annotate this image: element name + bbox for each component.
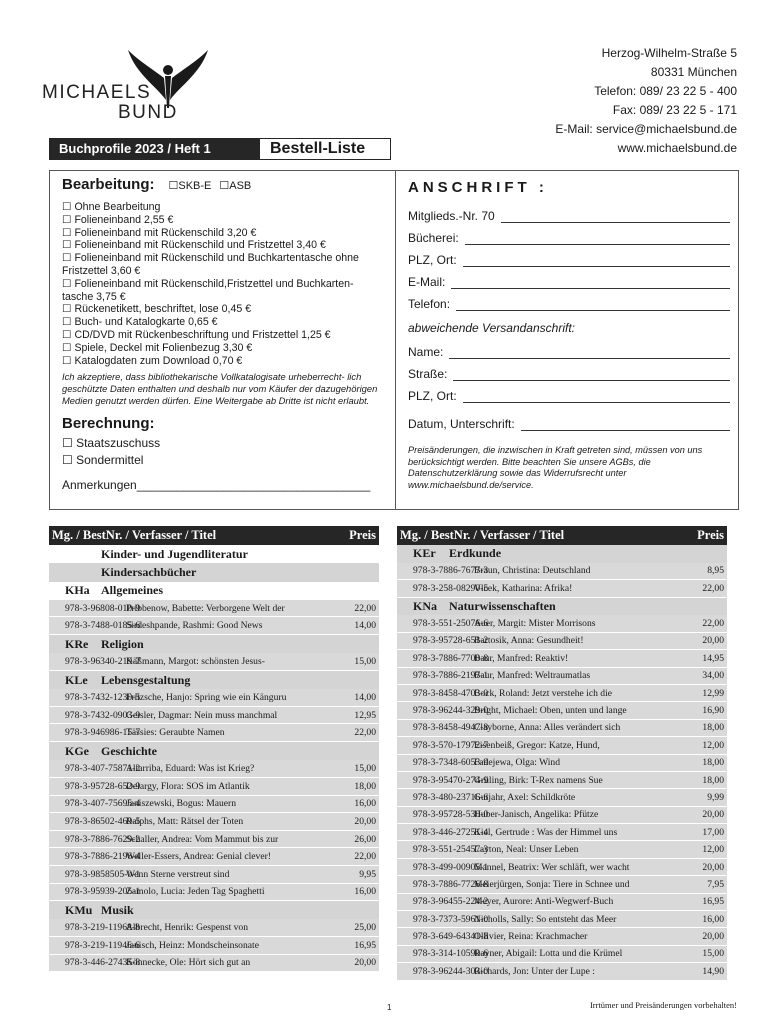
author-title: Braun, Christina: Deutschland [474,565,591,577]
price: 16,00 [354,886,376,898]
section-heading [49,563,379,581]
section-heading [397,545,727,563]
section-name: Geschichte [101,743,157,758]
table-row[interactable] [49,884,379,902]
author-title: Albrecht, Henrik: Gespenst von [126,922,249,934]
table-row[interactable] [49,937,379,955]
section-name: Erdkunde [449,546,502,561]
document-title-bar [49,138,391,160]
order-number: 978-3-7432-0903-9 [65,709,141,721]
order-number: 978-3-219-11968-8 [65,922,140,934]
price: 16,00 [702,913,724,925]
author-title: Käßmann, Margot: schönsten Jesus- [126,656,265,668]
order-number: 978-3-95470-274-9 [413,774,489,786]
price: 14,00 [354,692,376,704]
processing-option[interactable]: ☐ Folieneinband 2,55 € [62,213,174,226]
price: 26,00 [354,833,376,845]
price: 20,00 [702,635,724,647]
author-title: Meierjürgen, Sonja: Tiere in Schnee und [474,878,630,890]
price: 22,00 [354,851,376,863]
author-title: Huber-Janisch, Angelika: Pfütze [474,809,599,821]
address-city: 80331 München [650,65,737,79]
michaelsbund-logo [40,44,210,124]
author-title: Gutjahr, Axel: Schildkröte [474,791,576,803]
order-number: 978-3-7886-7629-2 [65,833,141,845]
alt-address-heading: abweichende Versandanschrift: [408,321,575,335]
price: 16,95 [354,939,376,951]
price: 20,00 [702,861,724,873]
section-heading [397,598,727,616]
address-street: Herzog-Wilhelm-Straße 5 [601,46,737,60]
table-row[interactable] [397,841,727,858]
order-list-left [49,526,379,972]
order-number: 978-3-95728-652-9 [65,780,141,792]
checkbox-asb[interactable]: ☐ASB [219,180,252,192]
author-title: Zamolo, Lucia: Jeden Tag Spaghetti [126,886,265,898]
table-row[interactable] [397,668,727,685]
price: 12,95 [354,709,376,721]
section-heading [49,742,379,760]
table-row[interactable] [397,563,727,580]
form-divider [395,171,396,509]
price: 12,00 [702,844,724,856]
table-row[interactable] [49,919,379,937]
table-row[interactable] [397,633,727,650]
alt-street-field[interactable]: Straße: [408,359,730,381]
table-row[interactable] [397,963,727,980]
processing-option[interactable]: ☐ Buch- und Katalogkarte 0,65 € [62,316,218,329]
cataloguing-notice: Ich akzeptiere, dass bibliothekarische Vollkatalogisate urheberrecht- lich geschützte Daten enthalten und deshalb nur vom Käufer der dazugehörigen Medien genutzt werden dürfen. Eine Weitergabe ab Dritte ist nicht erlaubt. [62,371,378,406]
author-title: Fadejewa, Olga: Wind [474,757,561,769]
table-row[interactable] [49,707,379,725]
table-row[interactable] [397,859,727,876]
table-row[interactable] [49,866,379,884]
section-name: Allgemeines [101,583,163,598]
address-fax: Fax: 089/ 23 22 5 - 171 [612,103,737,117]
order-number: 978-3-96455-224-2 [413,896,489,908]
order-list-title: Bestell-Liste [259,138,391,160]
order-number: 978-3-86502-469-5 [65,815,141,827]
order-number: 978-3-96340-219-7 [65,656,141,668]
table-row[interactable] [397,702,727,719]
table-row[interactable] [49,617,379,635]
alt-name-field[interactable]: Name: [408,337,730,359]
order-number: 978-3-649-64341-8 [413,931,489,943]
billing-option-state-subsidy[interactable]: ☐ Staatszuschuss [62,435,161,450]
price: 14,95 [702,652,724,664]
price: 22,00 [354,602,376,614]
section-code: KEr [413,546,436,561]
billing-option-special-funds[interactable]: ☐ Sondermittel [62,452,144,467]
table-row[interactable] [49,848,379,866]
processing-option[interactable]: ☐ CD/DVD mit Rückenbeschriftung und Fristzettel 1,25 € [62,328,331,341]
author-title: Rayner, Abigail: Lotta und die Krümel [474,948,623,960]
table-row[interactable] [49,689,379,707]
author-title: Baur, Manfred: Reaktiv! [474,652,569,664]
author-title: Bartosik, Anna: Gesundheit! [474,635,584,647]
table-row[interactable] [49,600,379,618]
price: 22,00 [702,618,724,630]
author-title: Ralphs, Matt: Rätsel der Toten [126,815,244,827]
table-row[interactable] [397,876,727,893]
author-title: Janisch, Heinz: Mondscheinsonate [126,939,259,951]
order-number: 978-3-570-17972-7 [413,739,489,751]
table-row[interactable] [397,755,727,772]
order-number: 978-3-7886-2196-4 [65,851,141,863]
logo-text-michaels: MICHAELS [42,82,152,103]
table-row[interactable] [397,946,727,963]
address-phone: Telefon: 089/ 23 22 5 - 400 [594,84,737,98]
table-row[interactable] [397,928,727,945]
order-number: 978-3-7488-0185-6 [65,620,141,632]
order-number: 978-3-7432-1230-5 [65,692,141,704]
price: 18,00 [354,780,376,792]
author-title: Sirdeshpande, Rashmi: Good News [126,620,263,632]
footer-note: Irrtümer und Preisänderungen vorbehalten! [589,1000,737,1010]
section-code: KLe [65,672,88,687]
order-number: 978-3-219-11946-6 [65,939,140,951]
order-form [49,170,739,510]
table-row[interactable] [49,760,379,778]
author-title: Mannel, Beatrix: Wer schläft, wer wacht [474,861,630,873]
price: 17,00 [702,826,724,838]
price: 16,00 [354,798,376,810]
author-title: Clayborne, Anna: Alles verändert sich [474,722,621,734]
section-code: KRe [65,636,89,651]
price: 14,00 [354,620,376,632]
list-header: Mg. / BestNr. / Verfasser / Titel Preis [49,526,379,545]
author-title: Geisler, Dagmar: Nein muss manchmal [126,709,278,721]
member-number-field[interactable]: Mitglieds.-Nr. 70 [408,201,730,223]
table-row[interactable] [397,911,727,928]
section-name: Lebensgestaltung [101,672,191,687]
processing-option[interactable]: ☐ Folieneinband mit Rückenschild und Fristzettel 3,40 € [62,239,326,252]
section-heading [49,901,379,919]
price: 7,95 [707,878,724,890]
price: 9,95 [359,868,376,880]
address-heading: ANSCHRIFT : [408,179,548,196]
price: 14,90 [702,965,724,977]
order-number: 978-3-95939-205-1 [65,886,141,898]
author-title: Kiel, Gertrude : Was der Himmel uns [474,826,618,838]
processing-option[interactable]: ☐ Folieneinband mit Rückenschild und Buchkartentasche ohne Fristzettel 3,60 € [62,252,359,277]
signature-field[interactable]: Datum, Unterschrift: [408,409,730,431]
author-title: Baur, Manfred: Weltraumatlas [474,670,591,682]
order-number: 978-3-9858505-0-1 [65,868,141,880]
remarks-field[interactable]: Anmerkungen___________________________________ [62,477,371,492]
author-title: Tässies: Geraubte Namen [126,727,225,739]
table-row[interactable] [397,720,727,737]
author-title: Wenn Sterne verstreut sind [126,868,230,880]
phone-field[interactable]: Telefon: [408,289,730,311]
order-number: 978-3-7348-6053-9 [413,757,489,769]
author-title: Janiszewski, Bogus: Mauern [126,798,237,810]
order-number: 978-3-8458-4947-8 [413,722,489,734]
order-number: 978-3-96244-303-0 [413,965,489,977]
list-header: Mg. / BestNr. / Verfasser / Titel Preis [397,526,727,545]
order-number: 978-3-7373-5961-0 [413,913,489,925]
table-row[interactable] [397,650,727,667]
order-number: 978-3-446-27435-8 [65,957,141,969]
section-heading [49,635,379,653]
price: 34,00 [702,670,724,682]
table-row[interactable] [49,778,379,796]
table-row[interactable] [49,796,379,814]
price: 16,95 [702,896,724,908]
price: 18,00 [702,774,724,786]
order-number: 978-3-7886-7677-3 [413,565,489,577]
section-name: Kindersachbücher [101,564,197,579]
price: 25,00 [354,922,376,934]
processing-section [62,176,387,492]
section-heading [49,582,379,600]
table-row[interactable] [49,653,379,671]
order-number: 978-3-499-00905-1 [413,861,489,873]
price: 12,00 [702,739,724,751]
processing-option[interactable]: ☐ Spiele, Deckel mit Folienbezug 3,30 € [62,341,253,354]
order-number: 978-3-8458-4703-0 [413,687,489,699]
author-title: Richards, Jon: Unter der Lupe : [474,965,595,977]
table-row[interactable] [397,807,727,824]
email-field[interactable]: E-Mail: [408,267,730,289]
table-row[interactable] [397,789,727,806]
author-title: Fritzsche, Hanjo: Spring wie ein Känguru [126,692,287,704]
price: 15,00 [354,763,376,775]
price: 22,00 [354,727,376,739]
price: 15,00 [702,948,724,960]
order-number: 978-3-7886-2197-1 [413,670,489,682]
page-number: 1 [387,1003,392,1012]
company-address [555,44,737,158]
price: 8,95 [707,565,724,577]
author-title: Ollivier, Reina: Krachmacher [474,931,588,943]
section-code: KHa [65,583,90,598]
author-title: Eisenbeiß, Gregor: Katze, Hund, [474,739,600,751]
order-number: 978-3-95728-651-2 [413,635,489,647]
table-row[interactable] [397,737,727,754]
processing-option[interactable]: ☐ Rückenetikett, beschriftet, lose 0,45 € [62,303,252,316]
order-number: 978-3-258-08290-5 [413,582,489,594]
checkbox-skb-e[interactable]: ☐SKB-E [168,180,212,192]
address-email: E-Mail: service@michaelsbund.de [555,122,737,136]
postcode-city-field[interactable]: PLZ, Ort: [408,245,730,267]
billing-heading: Berechnung: [62,415,155,433]
author-title: Weller-Essers, Andrea: Genial clever! [126,851,272,863]
section-name: Kinder- und Jugendliteratur [101,546,248,561]
section-name: Musik [101,902,134,917]
price: 18,00 [702,722,724,734]
order-number: 978-3-7886-7700-8 [413,652,489,664]
price: 9,99 [707,791,724,803]
order-number: 978-3-946986-15-7 [65,727,141,739]
author-title: Nicholls, Sally: So entsteht das Meer [474,913,617,925]
order-number: 978-3-407-75695-4 [65,798,141,810]
order-number: 978-3-480-23716-6 [413,791,489,803]
table-row[interactable] [397,894,727,911]
order-number: 978-3-96808-010-9 [65,602,141,614]
price: 20,00 [702,931,724,943]
author-title: Layton, Neal: Unser Leben [474,844,579,856]
order-number: 978-3-407-75871-2 [65,763,141,775]
section-name: Religion [101,636,144,651]
order-number: 978-3-96244-329-0 [413,705,489,717]
table-row[interactable] [397,685,727,702]
table-row[interactable] [397,772,727,789]
order-number: 978-3-314-10590-6 [413,948,489,960]
author-title: Pribbenow, Babette: Verborgene Welt der [126,602,285,614]
processing-option[interactable]: ☐ Ohne Bearbeitung [62,201,161,213]
price: 15,00 [354,656,376,668]
author-title: Bock, Roland: Jetzt verstehe ich die [474,687,613,699]
author-title: Schaller, Andrea: Vom Mammut bis zur [126,833,279,845]
processing-option[interactable]: ☐ Katalogdaten zum Download 0,70 € [62,354,243,367]
price: 20,00 [354,957,376,969]
price: 16,90 [702,705,724,717]
order-number: 978-3-551-25457-3 [413,844,489,856]
author-title: Könnecke, Ole: Hört sich gut an [126,957,251,969]
order-list-right [397,526,727,981]
logo-text-bund: BUND [118,102,178,123]
library-field[interactable]: Bücherei: [408,223,730,245]
table-row[interactable] [49,955,379,973]
author-title: Grüling, Birk: T-Rex namens Sue [474,774,603,786]
section-heading [49,545,379,563]
section-name: Naturwissenschaften [449,598,556,613]
price: 12,99 [702,687,724,699]
price: 20,00 [702,809,724,821]
price: 20,00 [354,815,376,827]
order-number: 978-3-7886-7726-8 [413,878,489,890]
section-code: KGe [65,743,89,758]
table-row[interactable] [397,824,727,841]
price: 22,00 [702,582,724,594]
author-title: Delargy, Flora: SOS im Atlantik [126,780,250,792]
terms-notice: Preisänderungen, die inzwischen in Kraft getreten sind, müssen von uns berücksichtigt werden. Bitte beachten Sie unsere AGBs, die Datenschutzerklärung sowie das Widerrufsrecht unter www.michaelsbund.de/service. [408,445,703,490]
table-row[interactable] [49,831,379,849]
table-row[interactable] [49,724,379,742]
order-number: 978-3-95728-530-0 [413,809,489,821]
author-title: Vlcek, Katharina: Afrika! [474,582,573,594]
table-row[interactable] [397,615,727,632]
processing-heading: Bearbeitung: [62,176,155,193]
table-row[interactable] [49,813,379,831]
section-code: KMu [65,902,93,917]
address-web: www.michaelsbund.de [617,141,737,155]
issue-title: Buchprofile 2023 / Heft 1 [49,138,259,160]
author-title: Meyer, Aurore: Anti-Wegwerf-Buch [474,896,614,908]
author-title: Bright, Michael: Oben, unten und lange [474,705,627,717]
author-title: Auer, Margit: Mister Morrisons [474,618,596,630]
address-section [408,179,730,491]
price: 18,00 [702,757,724,769]
section-heading [49,671,379,689]
processing-option[interactable]: ☐ Folieneinband mit Rückenschild 3,20 € [62,226,257,239]
billing-section [62,415,387,469]
processing-option[interactable]: ☐ Folieneinband mit Rückenschild,Fristzettel und Buchkarten- tasche 3,75 € [62,277,354,303]
table-row[interactable] [397,580,727,597]
order-number: 978-3-446-27251-4 [413,826,489,838]
section-code: KNa [413,598,437,613]
alt-postcode-city-field[interactable]: PLZ, Ort: [408,381,730,403]
order-number: 978-3-551-25076-6 [413,618,489,630]
author-title: Altarriba, Eduard: Was ist Krieg? [126,763,255,775]
